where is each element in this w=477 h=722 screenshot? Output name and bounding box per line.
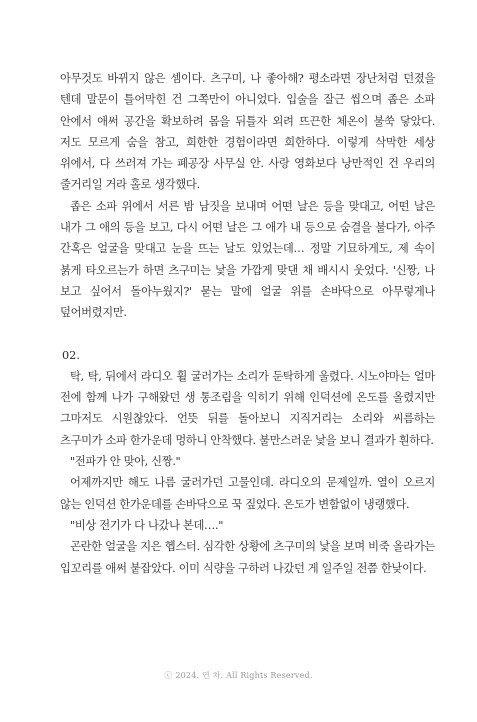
paragraph: 곤란한 얼굴을 지은 헵스터. 심각한 상황에 츠구미의 낯을 보며 비죽 올라가는 입꼬리를 애써 붙잡았다. 이미 식량을 구하러 나갔던 게 일주일 전쯤 한낮이다. (60, 540, 435, 575)
section-number: 02. (62, 348, 80, 362)
dialogue-line: "전파가 안 맞아, 신짱." (70, 455, 181, 469)
paragraph: 탁, 탁, 뒤에서 라디오 휠 굴러가는 소리가 둔탁하게 울렸다. 시노야마는 얼마 전에 함께 나가 구해왔던 생 통조림을 익히기 위해 인덕션에 온도를 올렸지만 그마저도 시원찮았다. 언뜻 뒤를 돌아보니 지직거리는 소리와 씨름하는 츠구미가 소파 한가운데 멍하니 안착했다. 불만스러운 낯을 보니 결과가 훤하다. (60, 369, 435, 447)
paragraph: 어제까지만 해도 나름 굴러가던 고물인데. 라디오의 문제일까. 열이 오르지 않는 인덕션 한가운데를 손바닥으로 꾹 짚었다. 온도가 변함없이 냉랭했다. (60, 476, 435, 511)
paragraph: 좁은 소파 위에서 서른 밤 남짓을 보내며 어떤 날은 등을 맞대고, 어떤 날은 내가 그 애의 등을 보고, 다시 어떤 날은 그 애가 내 등으로 숨결을 불다가, 아주 간혹은 얼굴을 맞대고 눈을 뜨는 날도 있었는데… 정말 기묘하게도, 제 속이 붉게 타오르는가 하면 츠구미는 낯을 가깝게 맞댄 채 배시시 웃었다. '신짱, 나 보고 싶어서 돌아누웠지?' 묻는 말에 얼굴 위를 손바닥으로 아무렇게나 덮어버렸지만. (60, 199, 435, 320)
dialogue-line: "비상 전기가 다 나갔나 본데…." (70, 518, 224, 532)
document-body (60, 68, 435, 579)
section-break (60, 324, 435, 345)
paragraph: 아무것도 바뀌지 않은 셈이다. 츠구미, 나 좋아해? 평소라면 장난처럼 던졌을 텐데 말문이 틀어막힌 건 그쪽만이 아니었다. 입술을 잘근 씹으며 좁은 소파 안에서 애써 공간을 확보하려 몸을 뒤틀자 외려 뜨끈한 체온이 불쑥 닿았다. 저도 모르게 숨을 참고, 희한한 경험이라면 희한하다. 이렇게 삭막한 세상 위에서, 다 쓰러져 가는 폐공장 사무실 안. 사랑 영화보다 낭만적인 건 우리의 줄거리일 거라 홀로 생각했다. (60, 72, 435, 192)
copyright-footer: ⓒ 2024. 연 차. All Rights Reserved. (164, 671, 313, 680)
